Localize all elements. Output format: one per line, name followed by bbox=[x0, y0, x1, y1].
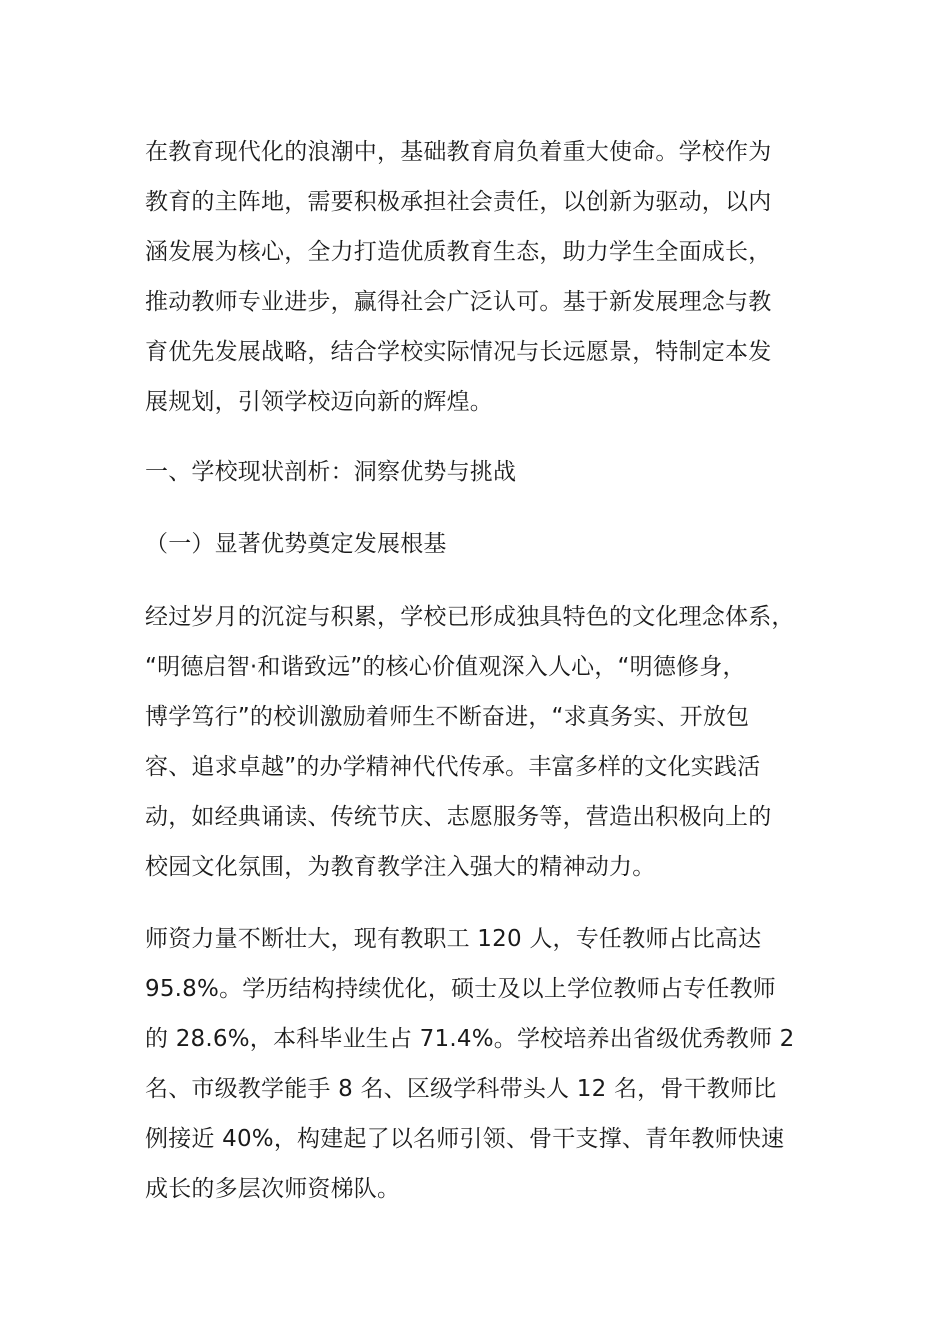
paragraph-line: 动，如经典诵读、传统节庆、志愿服务等，营造出积极向上的 bbox=[145, 804, 772, 830]
intro-paragraph bbox=[145, 127, 810, 427]
paragraph-line: “明德启智·和谐致远”的核心价值观深入人心，“明德修身， bbox=[145, 654, 746, 680]
paragraph-line: 展规划，引领学校迈向新的辉煌。 bbox=[145, 389, 493, 415]
section-heading bbox=[145, 447, 810, 497]
section-heading-text: 一、学校现状剖析：洞察优势与挑战 bbox=[145, 459, 517, 485]
subsection-heading-text: （一）显著优势奠定发展根基 bbox=[145, 531, 447, 557]
paragraph-line: 在教育现代化的浪潮中，基础教育肩负着重大使命。学校作为 bbox=[145, 139, 772, 165]
paragraph-line: 教育的主阵地，需要积极承担社会责任，以创新为驱动，以内 bbox=[145, 189, 772, 215]
paragraph-line: 涵发展为核心，全力打造优质教育生态，助力学生全面成长， bbox=[145, 239, 772, 265]
paragraph-line: 师资力量不断壮大，现有教职工 120 人，专任教师占比高达 bbox=[145, 926, 762, 952]
paragraph-line: 的 28.6%，本科毕业生占 71.4%。学校培养出省级优秀教师 2 bbox=[145, 1026, 795, 1052]
paragraph-line: 育优先发展战略，结合学校实际情况与长远愿景，特制定本发 bbox=[145, 339, 772, 365]
paragraph-line: 推动教师专业进步，赢得社会广泛认可。基于新发展理念与教 bbox=[145, 289, 772, 315]
paragraph-line: 例接近 40%，构建起了以名师引领、骨干支撑、青年教师快速 bbox=[145, 1126, 785, 1152]
teacher-paragraph bbox=[145, 914, 810, 1214]
paragraph-line: 经过岁月的沉淀与积累，学校已形成独具特色的文化理念体系， bbox=[145, 604, 795, 630]
paragraph-line: 校园文化氛围，为教育教学注入强大的精神动力。 bbox=[145, 854, 656, 880]
culture-paragraph bbox=[145, 592, 810, 892]
paragraph-line: 博学笃行”的校训激励着师生不断奋进，“求真务实、开放包 bbox=[145, 704, 750, 730]
paragraph-line: 名、市级教学能手 8 名、区级学科带头人 12 名，骨干教师比 bbox=[145, 1076, 777, 1102]
paragraph-line: 容、追求卓越”的办学精神代代传承。丰富多样的文化实践活 bbox=[145, 754, 761, 780]
paragraph-line: 成长的多层次师资梯队。 bbox=[145, 1176, 401, 1202]
subsection-heading bbox=[145, 519, 810, 569]
paragraph-line: 95.8%。学历结构持续优化，硕士及以上学位教师占专任教师 bbox=[145, 976, 776, 1002]
